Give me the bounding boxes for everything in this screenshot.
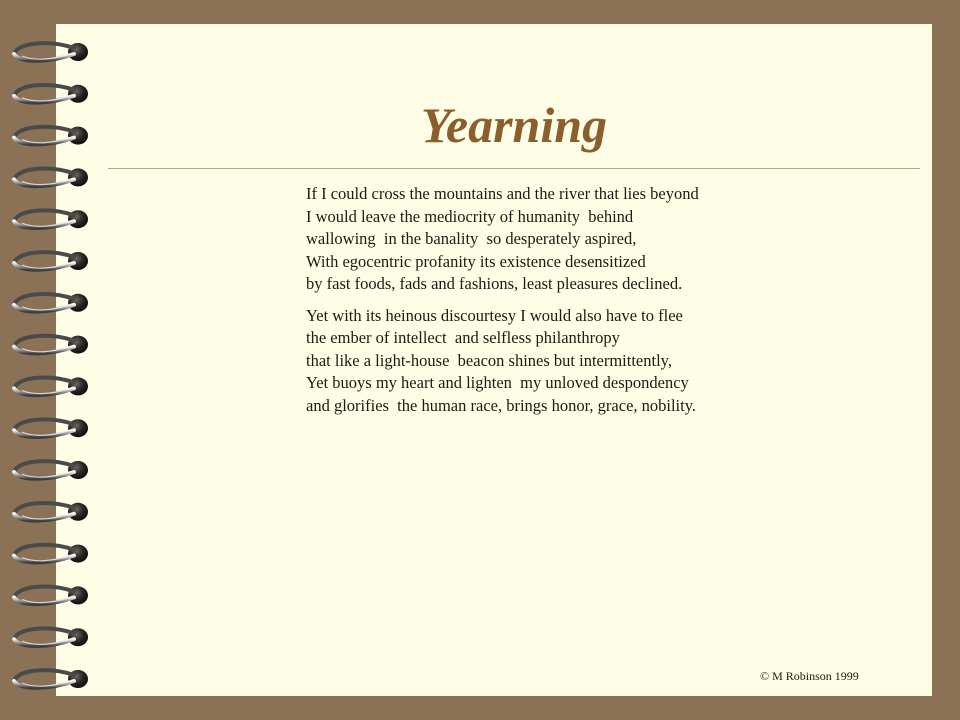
title-divider: [108, 168, 920, 169]
spiral-ring: [14, 168, 88, 186]
spiral-ring: [14, 336, 88, 354]
poem-title: Yearning: [420, 97, 608, 153]
spiral-ring: [14, 503, 88, 521]
spiral-ring: [14, 210, 88, 228]
poem-line: If I could cross the mountains and the river that lies beyond: [306, 184, 699, 203]
spiral-ring: [14, 377, 88, 395]
poem-line: the ember of intellect and selfless philanthropy: [306, 328, 620, 347]
spiral-binding-icon: [0, 0, 110, 720]
stanza-1: [306, 183, 906, 296]
poem-line: by fast foods, fads and fashions, least pleasures declined.: [306, 274, 683, 293]
poem-line: that like a light-house beacon shines but intermittently,: [306, 350, 672, 370]
stanza-2: [306, 305, 906, 418]
spiral-ring: [14, 419, 88, 437]
poem-line: Yet with its heinous discourtesy I would also have to flee: [306, 305, 683, 325]
notebook-page: [56, 24, 932, 696]
poem-body: [306, 183, 906, 426]
spiral-ring: [14, 628, 88, 646]
spiral-ring: [14, 252, 88, 270]
poem-line: Yet buoys my heart and lighten my unloved despondency: [306, 373, 689, 392]
poem-line: wallowing in the banality so desperately aspired,: [306, 229, 637, 248]
spiral-ring: [14, 461, 88, 479]
poem-line: I would leave the mediocrity of humanity behind: [306, 206, 634, 226]
spiral-ring: [14, 670, 88, 688]
spiral-ring: [14, 294, 88, 312]
spiral-ring: [14, 586, 88, 604]
spiral-ring: [14, 127, 88, 145]
poem-line: and glorifies the human race, brings honor, grace, nobility.: [306, 395, 697, 415]
poem-line: With egocentric profanity its existence desensitized: [306, 251, 646, 271]
copyright-notice: © M Robinson 1999: [760, 669, 859, 683]
spiral-ring: [14, 85, 88, 103]
spiral-ring: [14, 43, 88, 61]
spiral-ring: [14, 545, 88, 563]
